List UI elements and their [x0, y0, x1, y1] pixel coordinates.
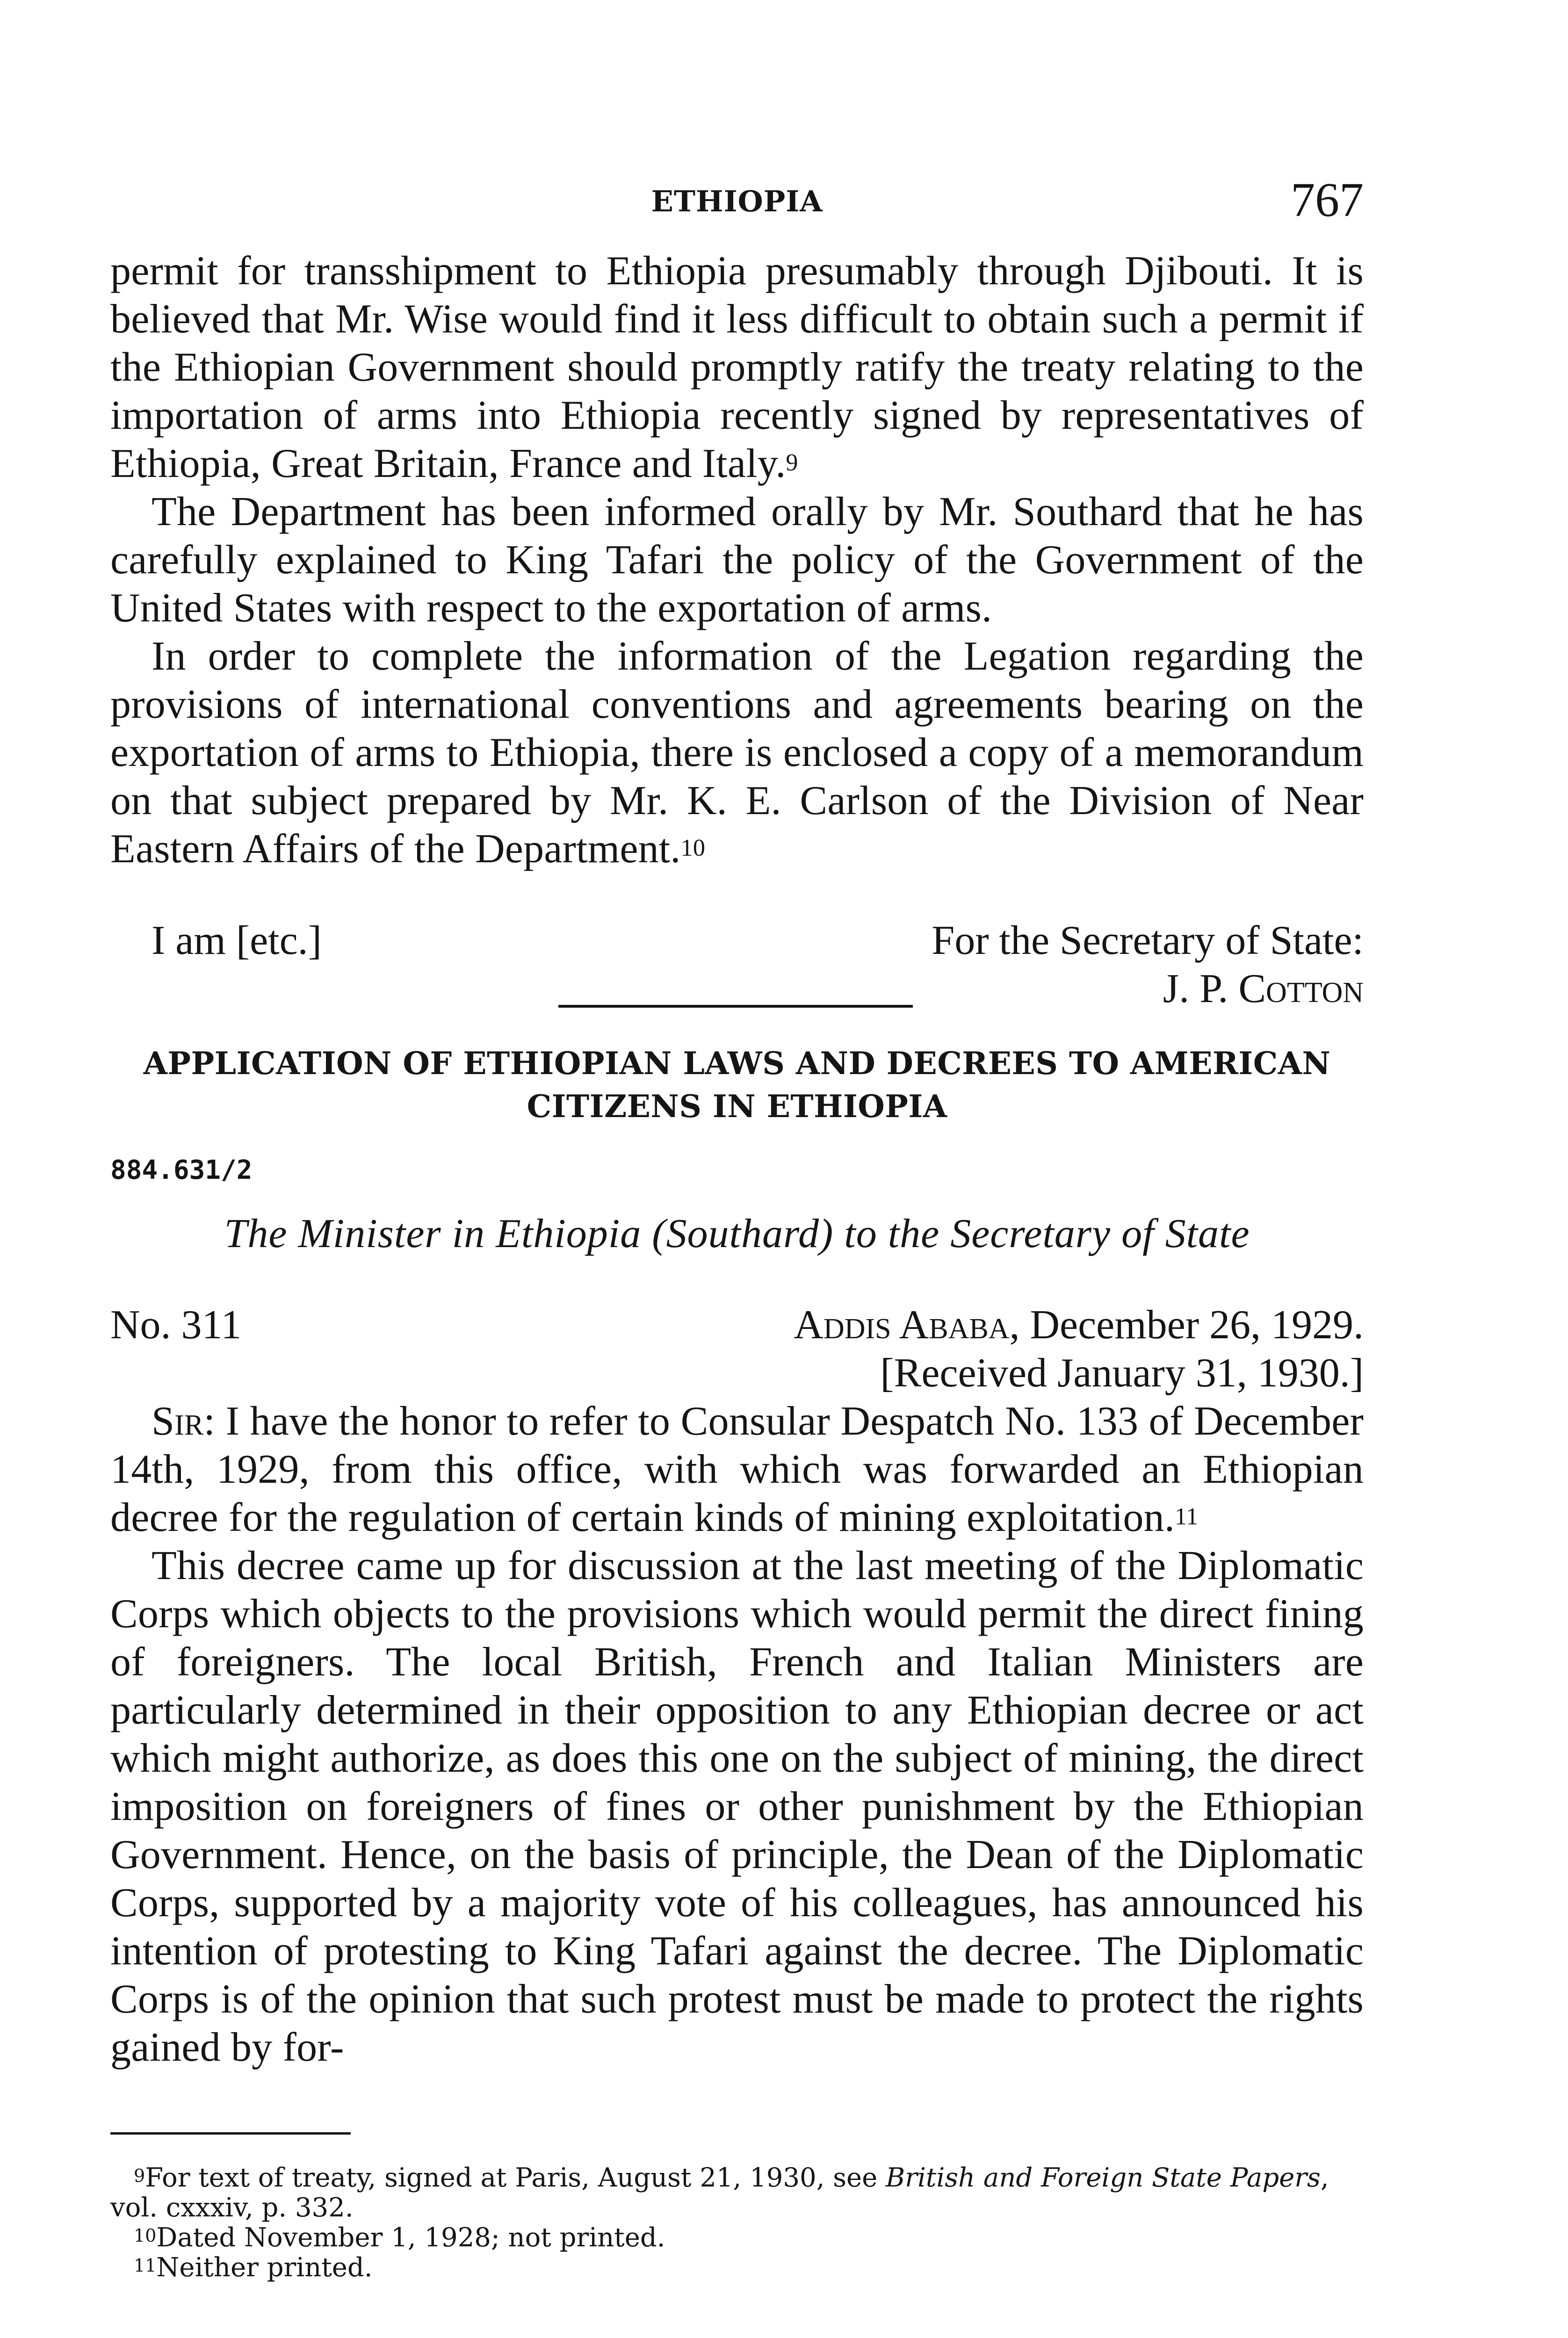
- intro-paragraph-1-text: permit for transshipment to Ethiopia presumably through Djibouti. It is believed that Mr. Wise would find it less difficult to obtain such a permit if the Ethiopian Government should promptly ratify the treaty relating to the importation of arms into Ethiopia recently signed by representatives of Ethiopia, Great Britain, France and Italy.: [110, 248, 1364, 486]
- despatch-paragraph-1: [110, 1397, 1364, 1542]
- despatch-salutation: Sir: [152, 1399, 204, 1444]
- footnote-11: [110, 2253, 1364, 2283]
- despatch-body: [110, 1397, 1364, 2071]
- despatch-date: , December 26, 1929.: [1009, 1302, 1364, 1348]
- intro-paragraph-1: [110, 247, 1364, 488]
- closing-row: [110, 916, 1364, 965]
- closing-salutation: I am [etc.]: [152, 918, 322, 963]
- despatch-place: Addis Ababa: [794, 1302, 1010, 1348]
- footnote-11-mark: 11: [134, 2255, 157, 2276]
- signer-name: J. P. Cotton: [1163, 966, 1364, 1011]
- footnote-11-text: Neither printed.: [156, 2252, 373, 2283]
- footnote-ref-10: 10: [680, 835, 706, 861]
- footnotes: [110, 2163, 1364, 2283]
- despatch-heading: The Minister in Ethiopia (Southard) to the Secretary of State: [224, 1211, 1250, 1256]
- footnote-9: [110, 2163, 1364, 2223]
- despatch-paragraph-2: This decree came up for discussion at the last meeting of the Diplomatic Corps which objects to the provisions which would permit the direct fining of foreigners. The local British, French and Italian Ministers are particularly determined in their opposition to any Ethiopian decree or act which might authorize, as does this one on the subject of mining, the direct imposition on foreigners of fines or other punishment by the Ethiopian Government. Hence, on the basis of principle, the Dean of the Diplomatic Corps, supported by a majority vote of his colleagues, has announced his intention of protesting to King Tafari against the decree. The Diplomatic Corps is of the opinion that such protest must be made to protect the rights gained by for-: [110, 1543, 1364, 2070]
- intro-paragraph-3: [110, 632, 1364, 873]
- file-number: 884.631/2: [110, 1155, 253, 1185]
- received-date: [Received January 31, 1930.]: [880, 1350, 1364, 1396]
- despatch-date-line: [794, 1301, 1364, 1349]
- intro-paragraph-2: The Department has been informed orally by Mr. Southard that he has carefully explained to King Tafari the policy of the Government of the United States with respect to the exportation of arms.: [110, 489, 1364, 631]
- intro-text: [110, 247, 1364, 873]
- intro-paragraph-3-text: In order to complete the information of the Legation regarding the provisions of international conventions and agreements bearing on the exportation of arms to Ethiopia, there is enclosed a copy of a memorandum on that subject prepared by Mr. K. E. Carlson of the Division of Near Eastern Affairs of the Department.: [110, 634, 1364, 872]
- page-header: [110, 172, 1364, 228]
- despatch-date-block: [110, 1301, 1364, 1399]
- footnote-9-text-end: , vol. cxxxiv, p. 332.: [110, 2163, 1329, 2223]
- section-title-line-2: CITIZENS IN ETHIOPIA: [527, 1088, 947, 1125]
- footnote-rule: [110, 2132, 351, 2135]
- section-separator: [558, 1005, 913, 1008]
- signatory-line: For the Secretary of State:: [932, 918, 1364, 963]
- footnote-10-text: Dated November 1, 1928; not printed.: [156, 2223, 665, 2253]
- footnote-ref-11: 11: [1175, 1503, 1199, 1530]
- despatch-paragraph-1-text: : I have the honor to refer to Consular Despatch No. 133 of December 14th, 1929, from this office, with which was forwarded an Ethiopian decree for the regulation of certain kinds of mining exploitation.: [110, 1399, 1364, 1540]
- footnote-10-mark: 10: [134, 2225, 157, 2246]
- footnote-9-mark: 9: [134, 2165, 145, 2186]
- section-title: [110, 1042, 1364, 1128]
- page-number: 767: [1291, 173, 1364, 227]
- letter-closing: [110, 916, 1364, 1013]
- section-title-line-1: APPLICATION OF ETHIOPIAN LAWS AND DECREES TO AMERICAN: [143, 1045, 1331, 1082]
- footnote-10: [110, 2223, 1364, 2253]
- footnote-9-title: British and Foreign State Papers: [886, 2163, 1321, 2193]
- despatch-number: No. 311: [110, 1302, 242, 1348]
- running-head: ETHIOPIA: [651, 184, 823, 218]
- footnote-9-text-start: For text of treaty, signed at Paris, August 21, 1930, see: [145, 2163, 886, 2193]
- footnote-ref-9: 9: [786, 449, 798, 476]
